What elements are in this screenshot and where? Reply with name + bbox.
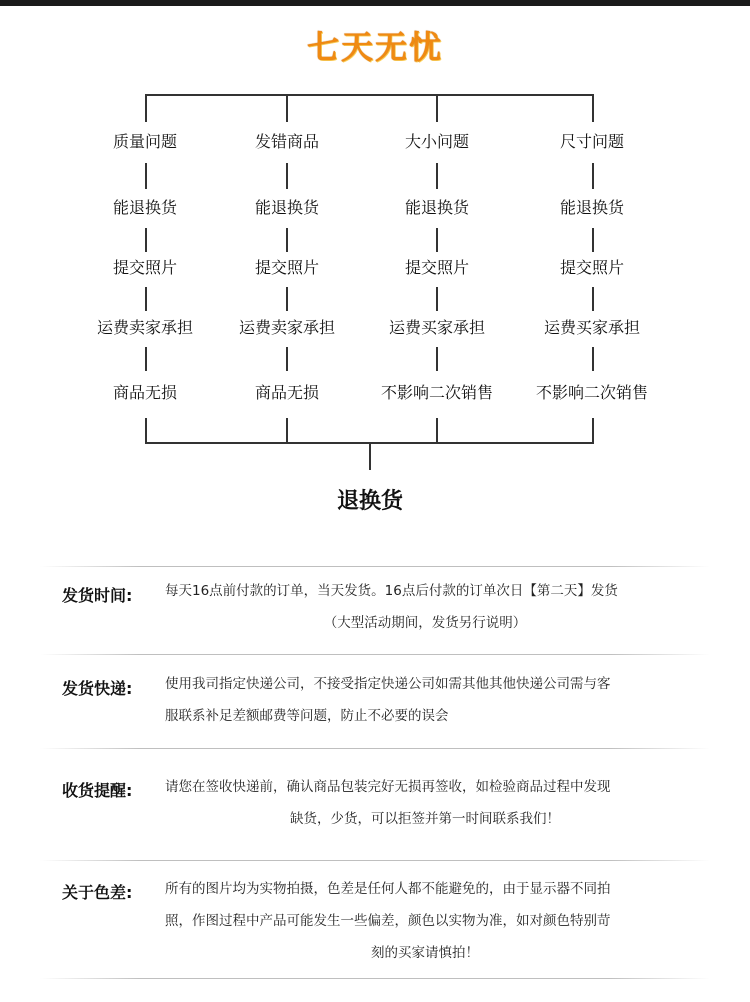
connector xyxy=(286,228,288,252)
bottom-drop xyxy=(145,418,147,444)
bottom-drop xyxy=(592,418,594,444)
drop-line xyxy=(592,94,594,122)
shipping-time-label: 发货时间: xyxy=(62,586,133,605)
connector xyxy=(145,287,147,311)
connector xyxy=(592,163,594,189)
tree-cell: 运费卖家承担 xyxy=(96,318,193,337)
divider xyxy=(40,748,710,749)
result-label: 退换货 xyxy=(336,489,403,514)
connector xyxy=(436,228,438,252)
text-line: 所有的图片均为实物拍摄，色差是任何人都不能避免的，由于显示器不同拍 xyxy=(165,881,611,897)
shipping-time-text xyxy=(165,575,685,639)
result-connector xyxy=(369,442,371,470)
tree-cell: 能退换货 xyxy=(112,198,177,217)
shipping-courier-label: 发货快递: xyxy=(62,679,133,698)
tree-cell: 商品无损 xyxy=(112,383,177,402)
tree-cell: 运费卖家承担 xyxy=(238,318,335,337)
connector xyxy=(286,287,288,311)
connector xyxy=(286,163,288,189)
top-connector xyxy=(145,94,594,96)
tree-cell: 不影响二次销售 xyxy=(380,383,493,402)
text-line: 每天16点前付款的订单，当天发货。16点后付款的订单次日【第二天】发货 xyxy=(165,583,618,599)
connector xyxy=(592,228,594,252)
text-line: 刻的买家请慎拍！ xyxy=(371,945,479,961)
receipt-reminder-label: 收货提醒: xyxy=(62,781,133,800)
color-difference-text xyxy=(165,873,685,969)
receipt-reminder-text xyxy=(165,771,685,835)
divider xyxy=(40,654,710,655)
tree-cell: 提交照片 xyxy=(112,258,177,277)
connector xyxy=(145,163,147,189)
tree-cell: 能退换货 xyxy=(559,198,624,217)
drop-line xyxy=(145,94,147,122)
divider xyxy=(40,978,710,979)
tree-cell: 质量问题 xyxy=(112,132,177,151)
page-title: 七天无忧 xyxy=(306,28,443,66)
tree-cell: 尺寸问题 xyxy=(559,132,624,151)
connector xyxy=(592,347,594,371)
text-line: 服联系补足差额邮费等问题，防止不必要的误会 xyxy=(165,708,449,724)
text-line: 请您在签收快递前，确认商品包装完好无损再签收，如检验商品过程中发现 xyxy=(165,779,611,795)
tree-cell: 商品无损 xyxy=(254,383,319,402)
tree-cell: 提交照片 xyxy=(254,258,319,277)
divider xyxy=(40,566,710,567)
tree-cell: 发错商品 xyxy=(254,132,319,151)
tree-cell: 能退换货 xyxy=(404,198,469,217)
divider xyxy=(40,860,710,861)
shipping-courier-text xyxy=(165,668,685,732)
tree-cell: 运费买家承担 xyxy=(388,318,485,337)
color-difference-label: 关于色差: xyxy=(62,883,133,902)
connector xyxy=(436,287,438,311)
tree-cell: 能退换货 xyxy=(254,198,319,217)
bottom-drop xyxy=(436,418,438,444)
tree-cell: 提交照片 xyxy=(404,258,469,277)
drop-line xyxy=(436,94,438,122)
bottom-drop xyxy=(286,418,288,444)
connector xyxy=(286,347,288,371)
tree-cell: 不影响二次销售 xyxy=(535,383,648,402)
text-line: 缺货，少货，可以拒签并第一时间联系我们！ xyxy=(290,811,560,827)
tree-cell: 提交照片 xyxy=(559,258,624,277)
text-line: 照，作图过程中产品可能发生一些偏差，颜色以实物为准，如对颜色特别苛 xyxy=(165,913,611,929)
drop-line xyxy=(286,94,288,122)
tree-cell: 大小问题 xyxy=(404,132,469,151)
connector xyxy=(145,347,147,371)
text-line: （大型活动期间，发货另行说明） xyxy=(323,615,527,631)
connector xyxy=(592,287,594,311)
connector xyxy=(145,228,147,252)
connector xyxy=(436,347,438,371)
tree-cell: 运费买家承担 xyxy=(543,318,640,337)
text-line: 使用我司指定快递公司，不接受指定快递公司如需其他其他快递公司需与客 xyxy=(165,676,611,692)
connector xyxy=(436,163,438,189)
